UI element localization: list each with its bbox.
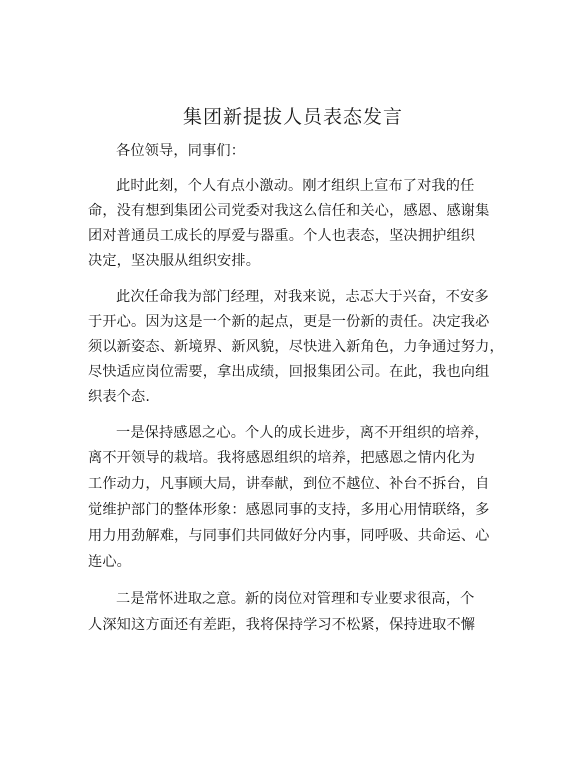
paragraph-1-line-4: 决定，坚决服从组织安排。: [88, 253, 261, 269]
paragraph-3-line-4: 觉维护部门的整体形象：感恩同事的支持，多用心用情联络，多: [88, 502, 490, 518]
paragraph-4-line-1: 二是常怀进取之意。新的岗位对管理和专业要求很高，个: [116, 591, 475, 607]
paragraph-3-line-2: 离不开领导的栽培。我将感恩组织的培养，把感恩之情内化为: [88, 450, 476, 466]
paragraph-2-line-1: 此次任命我为部门经理，对我来说，忐忑大于兴奋，不安多: [116, 289, 489, 305]
paragraph-1-line-1: 此时此刻，个人有点小激动。刚才组织上宣布了对我的任: [116, 178, 475, 194]
paragraph-2-line-2: 于开心。因为这是一个新的起点，更是一份新的责任。决定我必: [88, 314, 490, 330]
salutation: 各位领导，同事们：: [116, 143, 246, 159]
paragraph-1-line-3: 团对普通员工成长的厚爱与器重。个人也表态，坚决拥护组织: [88, 228, 476, 244]
paragraph-4-line-2: 人深知这方面还有差距，我将保持学习不松紧，保持进取不懈: [88, 617, 476, 633]
paragraph-3-line-1: 一是保持感恩之心。个人的成长进步，离不开组织的培养，: [116, 425, 489, 441]
paragraph-1-line-2: 命，没有想到集团公司党委对我这么信任和关心，感恩、感谢集: [88, 203, 490, 219]
paragraph-2-line-3: 须以新姿态、新境界、新风貌，尽快进入新角色，力争通过努力，: [88, 339, 504, 355]
paragraph-3-line-6: 连心。: [88, 554, 132, 570]
paragraph-3-line-3: 工作动力，凡事顾大局，讲奉献，到位不越位、补台不拆台，自: [88, 476, 490, 492]
paragraph-2-line-5: 织表个态.: [88, 389, 151, 405]
paragraph-2-line-4: 尽快适应岗位需要，拿出成绩，回报集团公司。在此，我也向组: [88, 364, 490, 380]
paragraph-3-line-5: 用力用劲解难，与同事们共同做好分内事，同呼吸、共命运、心: [88, 528, 490, 544]
document-title: 集团新提拔人员表态发言: [182, 106, 403, 128]
